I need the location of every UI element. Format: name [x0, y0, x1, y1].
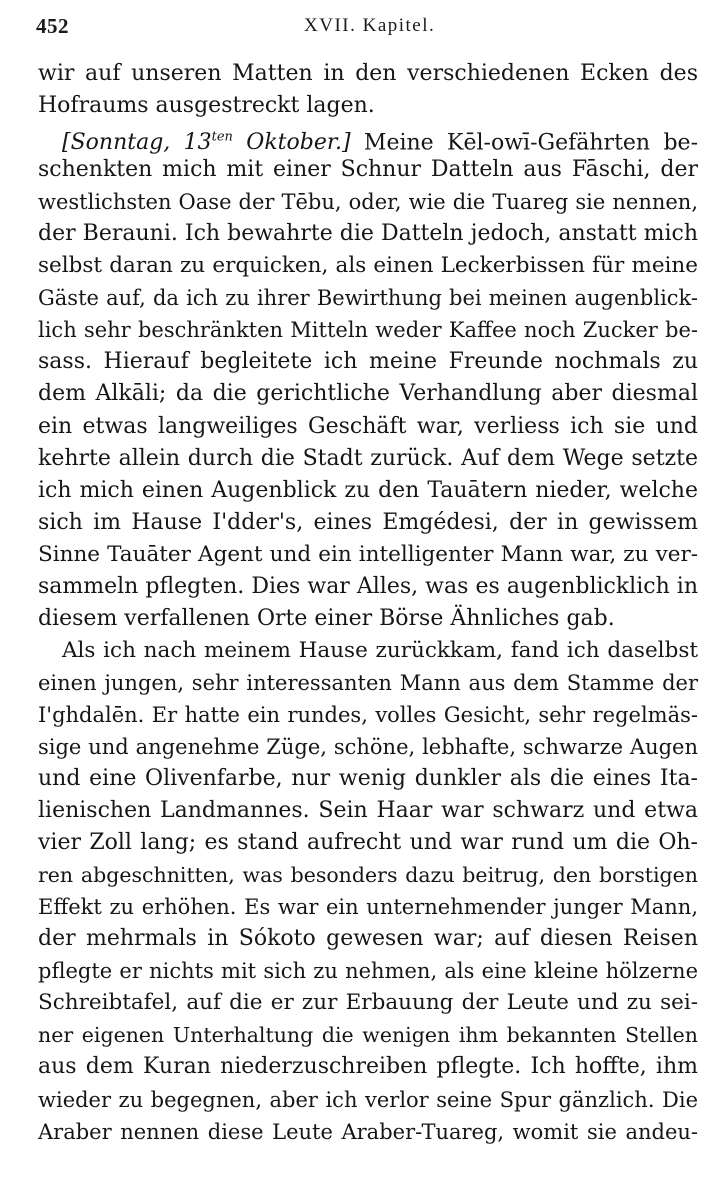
text-line: der Berauni. Ich bewahrte die Datteln jedoch, anstatt mich: [38, 221, 698, 247]
text-line: ren abgeschnitten, was besonders dazu beitrug, den borstigen: [38, 863, 698, 888]
text-line: lich sehr beschränkten Mitteln weder Kaffee noch Zucker be-: [38, 318, 698, 343]
date-suffix: Oktober.]: [232, 130, 351, 156]
text-line: Als ich nach meinem Hause zurückkam, fand ich daselbst: [62, 637, 698, 663]
text-line: Araber nennen diese Leute Araber-Tuareg, womit sie andeu-: [38, 1119, 698, 1144]
text-line: ein etwas langweiliges Geschäft war, verliess ich sie und: [38, 413, 698, 439]
text-line: Sinne Tauāter Agent und ein intelligenter Mann war, zu ver-: [38, 541, 698, 567]
date-superscript: ten: [211, 130, 233, 146]
italic-date: [62, 130, 351, 155]
date-line-rest: Meine Kēl-owī-Gefährten be-: [350, 130, 698, 156]
text-line: ich mich einen Augenblick zu den Tauātern nieder, welche: [38, 477, 698, 503]
text-line: I'ghdalēn. Er hatte ein rundes, volles Gesicht, sehr regelmäs-: [38, 702, 698, 727]
text-line: ner eigenen Unterhaltung die wenigen ihm bekannten Stellen: [38, 1023, 698, 1048]
date-prefix: [Sonntag, 13: [62, 130, 212, 156]
text-line: dem Alkāli; da die gerichtliche Verhandlung aber diesmal: [38, 381, 698, 407]
text-line: westlichsten Oase der Tēbu, oder, wie die Tuareg sie nennen,: [38, 190, 698, 215]
text-line: sammeln pflegten. Dies war Alles, was es augenblicklich in: [38, 573, 698, 599]
text-line: Gäste auf, da ich zu ihrer Bewirthung bei meinen augenblick-: [38, 286, 698, 311]
page-header: [34, 9, 691, 39]
text-line-date-heading: [38, 122, 698, 154]
text-line: Effekt zu erhöhen. Es war ein unternehmender junger Mann,: [38, 895, 698, 920]
text-line: aus dem Kuran niederzuschreiben pflegte. Ich hoffte, ihm: [38, 1054, 698, 1080]
text-line: schenkten mich mit einer Schnur Datteln aus Fāschi, der: [38, 157, 698, 183]
text-line: kehrte allein durch die Stadt zurück. Auf dem Wege setzte: [38, 445, 698, 471]
text-line: selbst daran zu erquicken, als einen Leckerbissen für meine: [38, 253, 698, 279]
text-line: Schreibtafel, auf die er zur Erbauung der Leute und zu sei-: [38, 990, 698, 1016]
text-line: der mehrmals in Sókoto gewesen war; auf diesen Reisen: [38, 926, 698, 952]
body-text: [38, 58, 698, 1148]
text-line: pflegte er nichts mit sich zu nehmen, als eine kleine hölzerne: [38, 959, 698, 984]
text-line: wieder zu begegnen, aber ich verlor seine Spur gänzlich. Die: [38, 1087, 698, 1112]
page-number: 452: [36, 14, 69, 38]
text-line: lienischen Landmannes. Sein Haar war schwarz und etwa: [38, 798, 698, 824]
text-line: sige und angenehme Züge, schöne, lebhafte, schwarze Augen: [38, 734, 698, 759]
text-line: Hofraums ausgestreckt lagen.: [38, 93, 375, 119]
text-line: wir auf unseren Matten in den verschiedenen Ecken des: [38, 61, 698, 86]
text-line: und eine Olivenfarbe, nur wenig dunkler als die eines Ita-: [38, 766, 698, 792]
text-line: einen jungen, sehr interessanten Mann aus dem Stamme der: [38, 670, 698, 695]
text-line: diesem verfallenen Orte einer Börse Ähnliches gab.: [38, 605, 615, 631]
text-line: vier Zoll lang; es stand aufrecht und war rund um die Oh-: [38, 830, 698, 856]
text-line: sich im Hause I'dder's, eines Emgédesi, der in gewissem: [38, 509, 698, 535]
running-head: XVII. Kapitel.: [304, 15, 436, 36]
text-line: sass. Hierauf begleitete ich meine Freunde nochmals zu: [38, 349, 698, 375]
